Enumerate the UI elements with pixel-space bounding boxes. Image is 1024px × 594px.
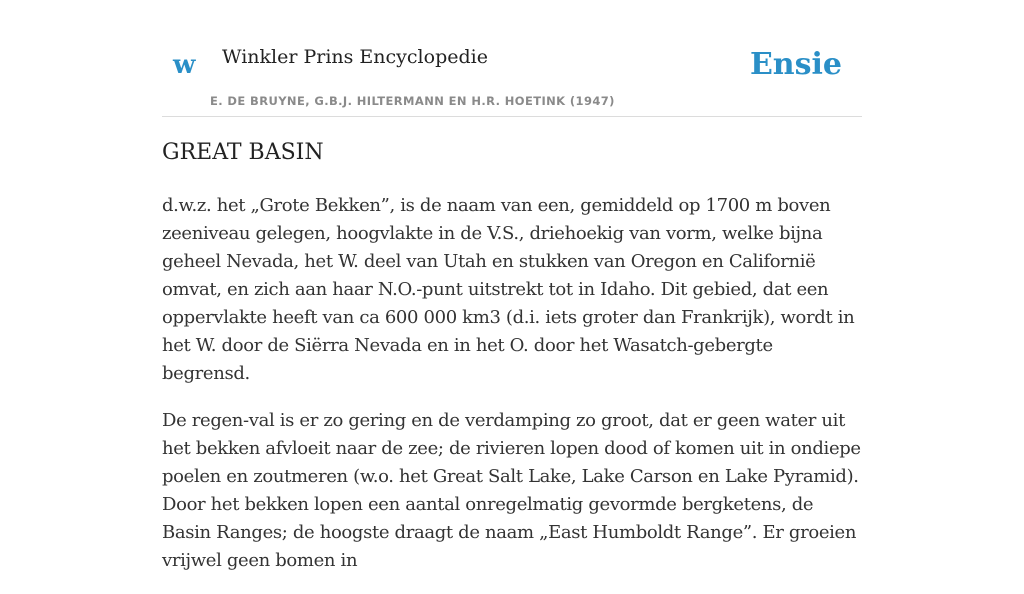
article-paragraph: d.w.z. het „Grote Bekken”, is de naam van een, gemiddeld op 1700 m boven zeeniveau gelegen, hoogvlakte in de V.S., driehoekig van vorm, welke bijna geheel Nevada, het W. deel van Utah en stukken van Oregon en Californië omvat, en zich aan haar N.O.-punt uitstrekt tot in Idaho. Dit gebied, dat een oppervlakte heeft van ca 600 000 km3 (d.i. iets groter dan Frankrijk), wordt in het W. door de Siërra Nevada en in het O. door het Wasatch-gebergte begrensd. — [162, 195, 855, 384]
article-body — [162, 192, 862, 594]
content-container — [162, 0, 862, 571]
source-logo-icon[interactable]: w — [173, 50, 196, 80]
article-paragraph: De regen-val is er zo gering en de verdamping zo groot, dat er geen water uit het bekken afvloeit naar de zee; de rivieren lopen dood of komen uit in ondiepe poelen en zoutmeren (w.o. het Great Salt Lake, Lake Carson en Lake Pyramid). Door het bekken lopen een aantal onregelmatig gevormde bergketens, de Basin Ranges; de hoogste draagt de naam „East Humboldt Range”. Er groeien vrijwel geen bomen in — [162, 410, 861, 571]
source-authors: E. DE BRUYNE, G.B.J. HILTERMANN EN H.R. HOETINK (1947) — [210, 94, 615, 108]
article-title: GREAT BASIN — [162, 140, 324, 165]
brand-logo[interactable]: Ensie — [749, 47, 842, 82]
source-header — [162, 0, 862, 117]
source-title[interactable]: Winkler Prins Encyclopedie — [222, 46, 488, 68]
